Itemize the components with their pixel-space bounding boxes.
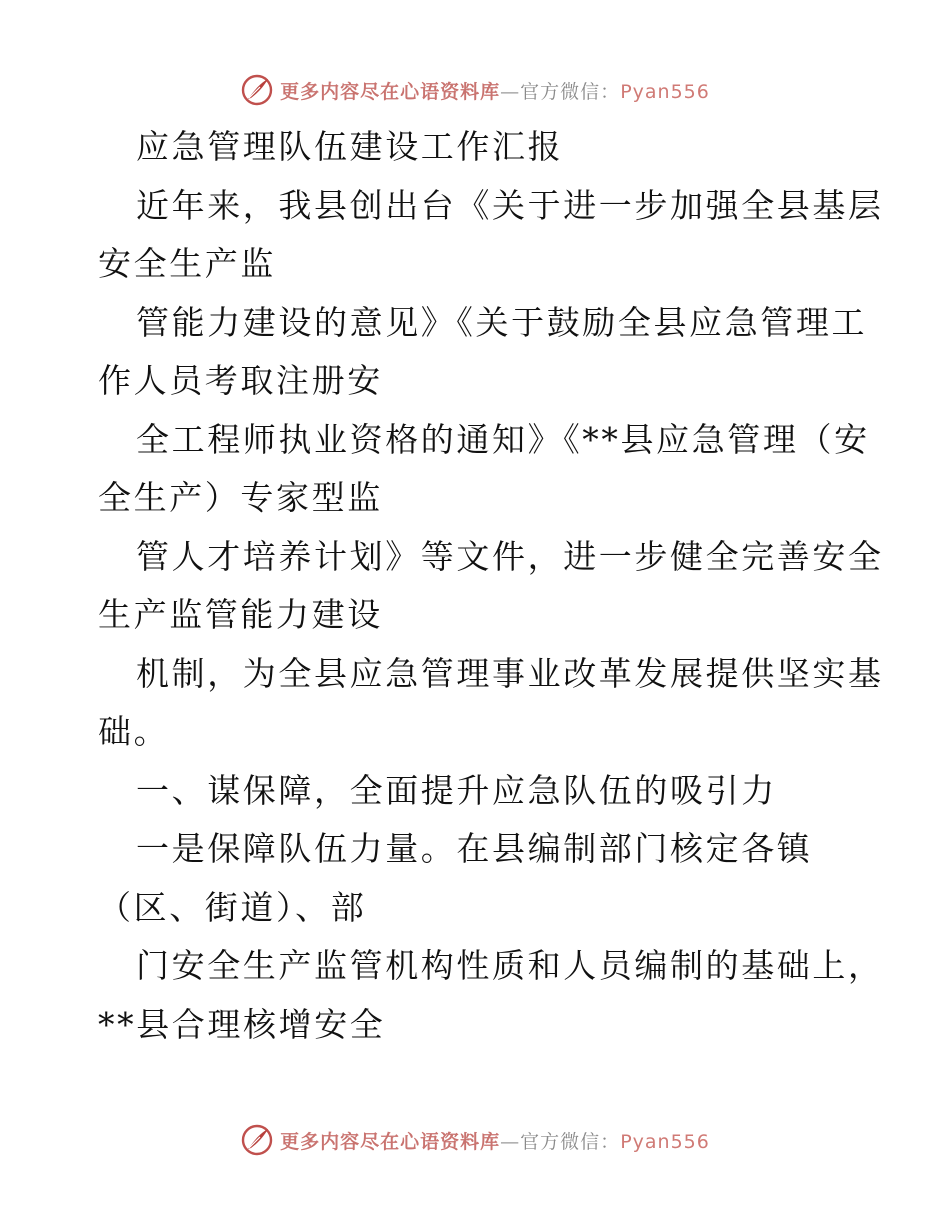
document-line: 全生产）专家型监	[98, 478, 383, 517]
footer-watermark-banner	[0, 1120, 950, 1160]
document-line: 近年来，我县创出台《关于进一步加强全县基层	[136, 185, 884, 225]
document-line: 门安全生产监管机构性质和人员编制的基础上，	[136, 946, 884, 985]
watermark-main-text: 更多内容尽在心语资料库	[280, 80, 501, 103]
watermark-text	[280, 77, 710, 104]
document-line: 安全生产监	[98, 244, 276, 283]
feather-pen-logo-icon	[240, 73, 274, 107]
document-line: 作人员考取注册安	[98, 361, 383, 400]
document-line: 全工程师执业资格的通知》《**县应急管理（安	[136, 419, 870, 459]
document-line: 应急管理队伍建设工作汇报	[136, 127, 564, 166]
document-line: **县合理核增安全	[98, 1004, 386, 1044]
feather-pen-logo-icon	[240, 1123, 274, 1157]
document-line: 础。	[98, 712, 170, 751]
document-line: 机制，为全县应急管理事业改革发展提供坚实基	[136, 653, 884, 693]
watermark-wechat-label: 官方微信：	[520, 80, 621, 103]
document-line: 管能力建设的意见》《关于鼓励全县应急管理工	[136, 302, 868, 342]
document-line: 一、谋保障，全面提升应急队伍的吸引力	[136, 770, 777, 810]
document-line: 生产监管能力建设	[98, 595, 383, 634]
watermark-account-id: Pyan556	[620, 80, 710, 103]
watermark-main-text: 更多内容尽在心语资料库	[280, 1130, 501, 1153]
watermark-account-id: Pyan556	[620, 1130, 710, 1153]
header-watermark-banner	[0, 70, 950, 110]
watermark-separator: —	[500, 80, 521, 103]
document-body	[98, 118, 884, 1054]
watermark-separator: —	[500, 1130, 521, 1153]
document-line: （区、街道）、部	[98, 887, 367, 927]
document-line: 管人才培养计划》等文件，进一步健全完善安全	[136, 536, 884, 576]
watermark-wechat-label: 官方微信：	[520, 1130, 621, 1153]
document-line: 一是保障队伍力量。在县编制部门核定各镇	[136, 829, 813, 868]
watermark-text	[280, 1127, 710, 1154]
